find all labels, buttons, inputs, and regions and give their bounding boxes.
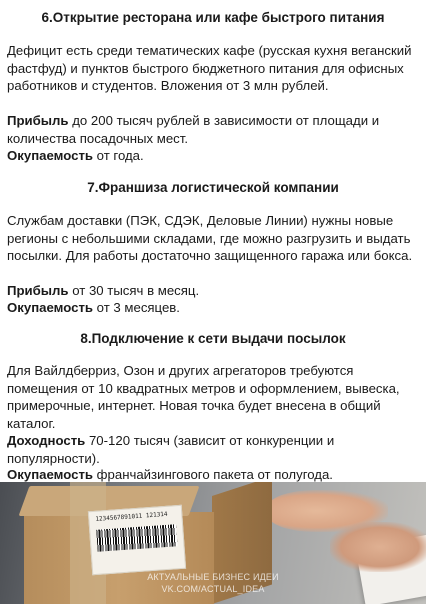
watermark-title: АКТУАЛЬНЫЕ БИЗНЕС ИДЕИ xyxy=(147,572,279,582)
shipping-label-number: 1234567891011 121314 xyxy=(95,510,168,523)
barcode-icon xyxy=(96,524,177,552)
section-6-payback-text: от года. xyxy=(93,148,144,163)
watermark-url: VK.COM/ACTUAL_IDEA xyxy=(161,584,265,594)
section-7-profit-text: от 30 тысяч в месяц. xyxy=(68,283,200,298)
section-6-profit-text: до 200 тысяч рублей в зависимости от площади и количества посадочных мест. xyxy=(7,113,380,146)
section-7-profit-label: Прибыль xyxy=(7,283,69,298)
parcel-photo xyxy=(0,482,426,604)
shipping-label xyxy=(88,505,186,575)
section-6-profit xyxy=(7,112,419,147)
section-8-profit xyxy=(7,432,419,467)
section-8-profit-label: Доходность xyxy=(7,433,86,448)
section-7-payback-text: от 3 месяцев. xyxy=(93,300,180,315)
section-8-title: 8.Подключение к сети выдачи посылок xyxy=(80,331,346,346)
section-8-payback xyxy=(7,466,419,484)
hand-image xyxy=(330,522,426,572)
section-8-description: Для Вайлдберриз, Озон и других агрегаторов требуются помещения от 10 квадратных метров и оформлением, вывеска, примерочные, интернет. Новая точка будет внесена в общий каталог. xyxy=(7,363,400,431)
section-8-payback-text: франчайзингового пакета от полугода. xyxy=(93,467,333,482)
section-8-payback-label: Окупаемость xyxy=(7,467,94,482)
section-6-payback xyxy=(7,147,419,165)
section-6-title: 6.Открытие ресторана или кафе быстрого питания xyxy=(41,10,385,25)
section-6-description: Дефицит есть среди тематических кафе (русская кухня веганский фастфуд) и пунктов быстрого бюджетного питания для офисных работников и студентов. Вложения от 3 млн рублей. xyxy=(7,43,412,93)
section-6-profit-label: Прибыль xyxy=(7,113,69,128)
section-7-title: 7.Франшиза логистической компании xyxy=(87,180,339,195)
section-7-profit xyxy=(7,282,419,300)
section-8-profit-text: 70-120 тысяч (зависит от конкуренции и популярности). xyxy=(7,433,335,466)
section-7-payback xyxy=(7,299,419,317)
section-7-description: Службам доставки (ПЭК, СДЭК, Деловые Линии) нужны новые регионы с небольшими складами, где можно разгрузить и выдать посылки. Для работы достаточно защищенного гаража или бокса. xyxy=(7,213,413,263)
section-6-payback-label: Окупаемость xyxy=(7,148,94,163)
section-7-payback-label: Окупаемость xyxy=(7,300,94,315)
